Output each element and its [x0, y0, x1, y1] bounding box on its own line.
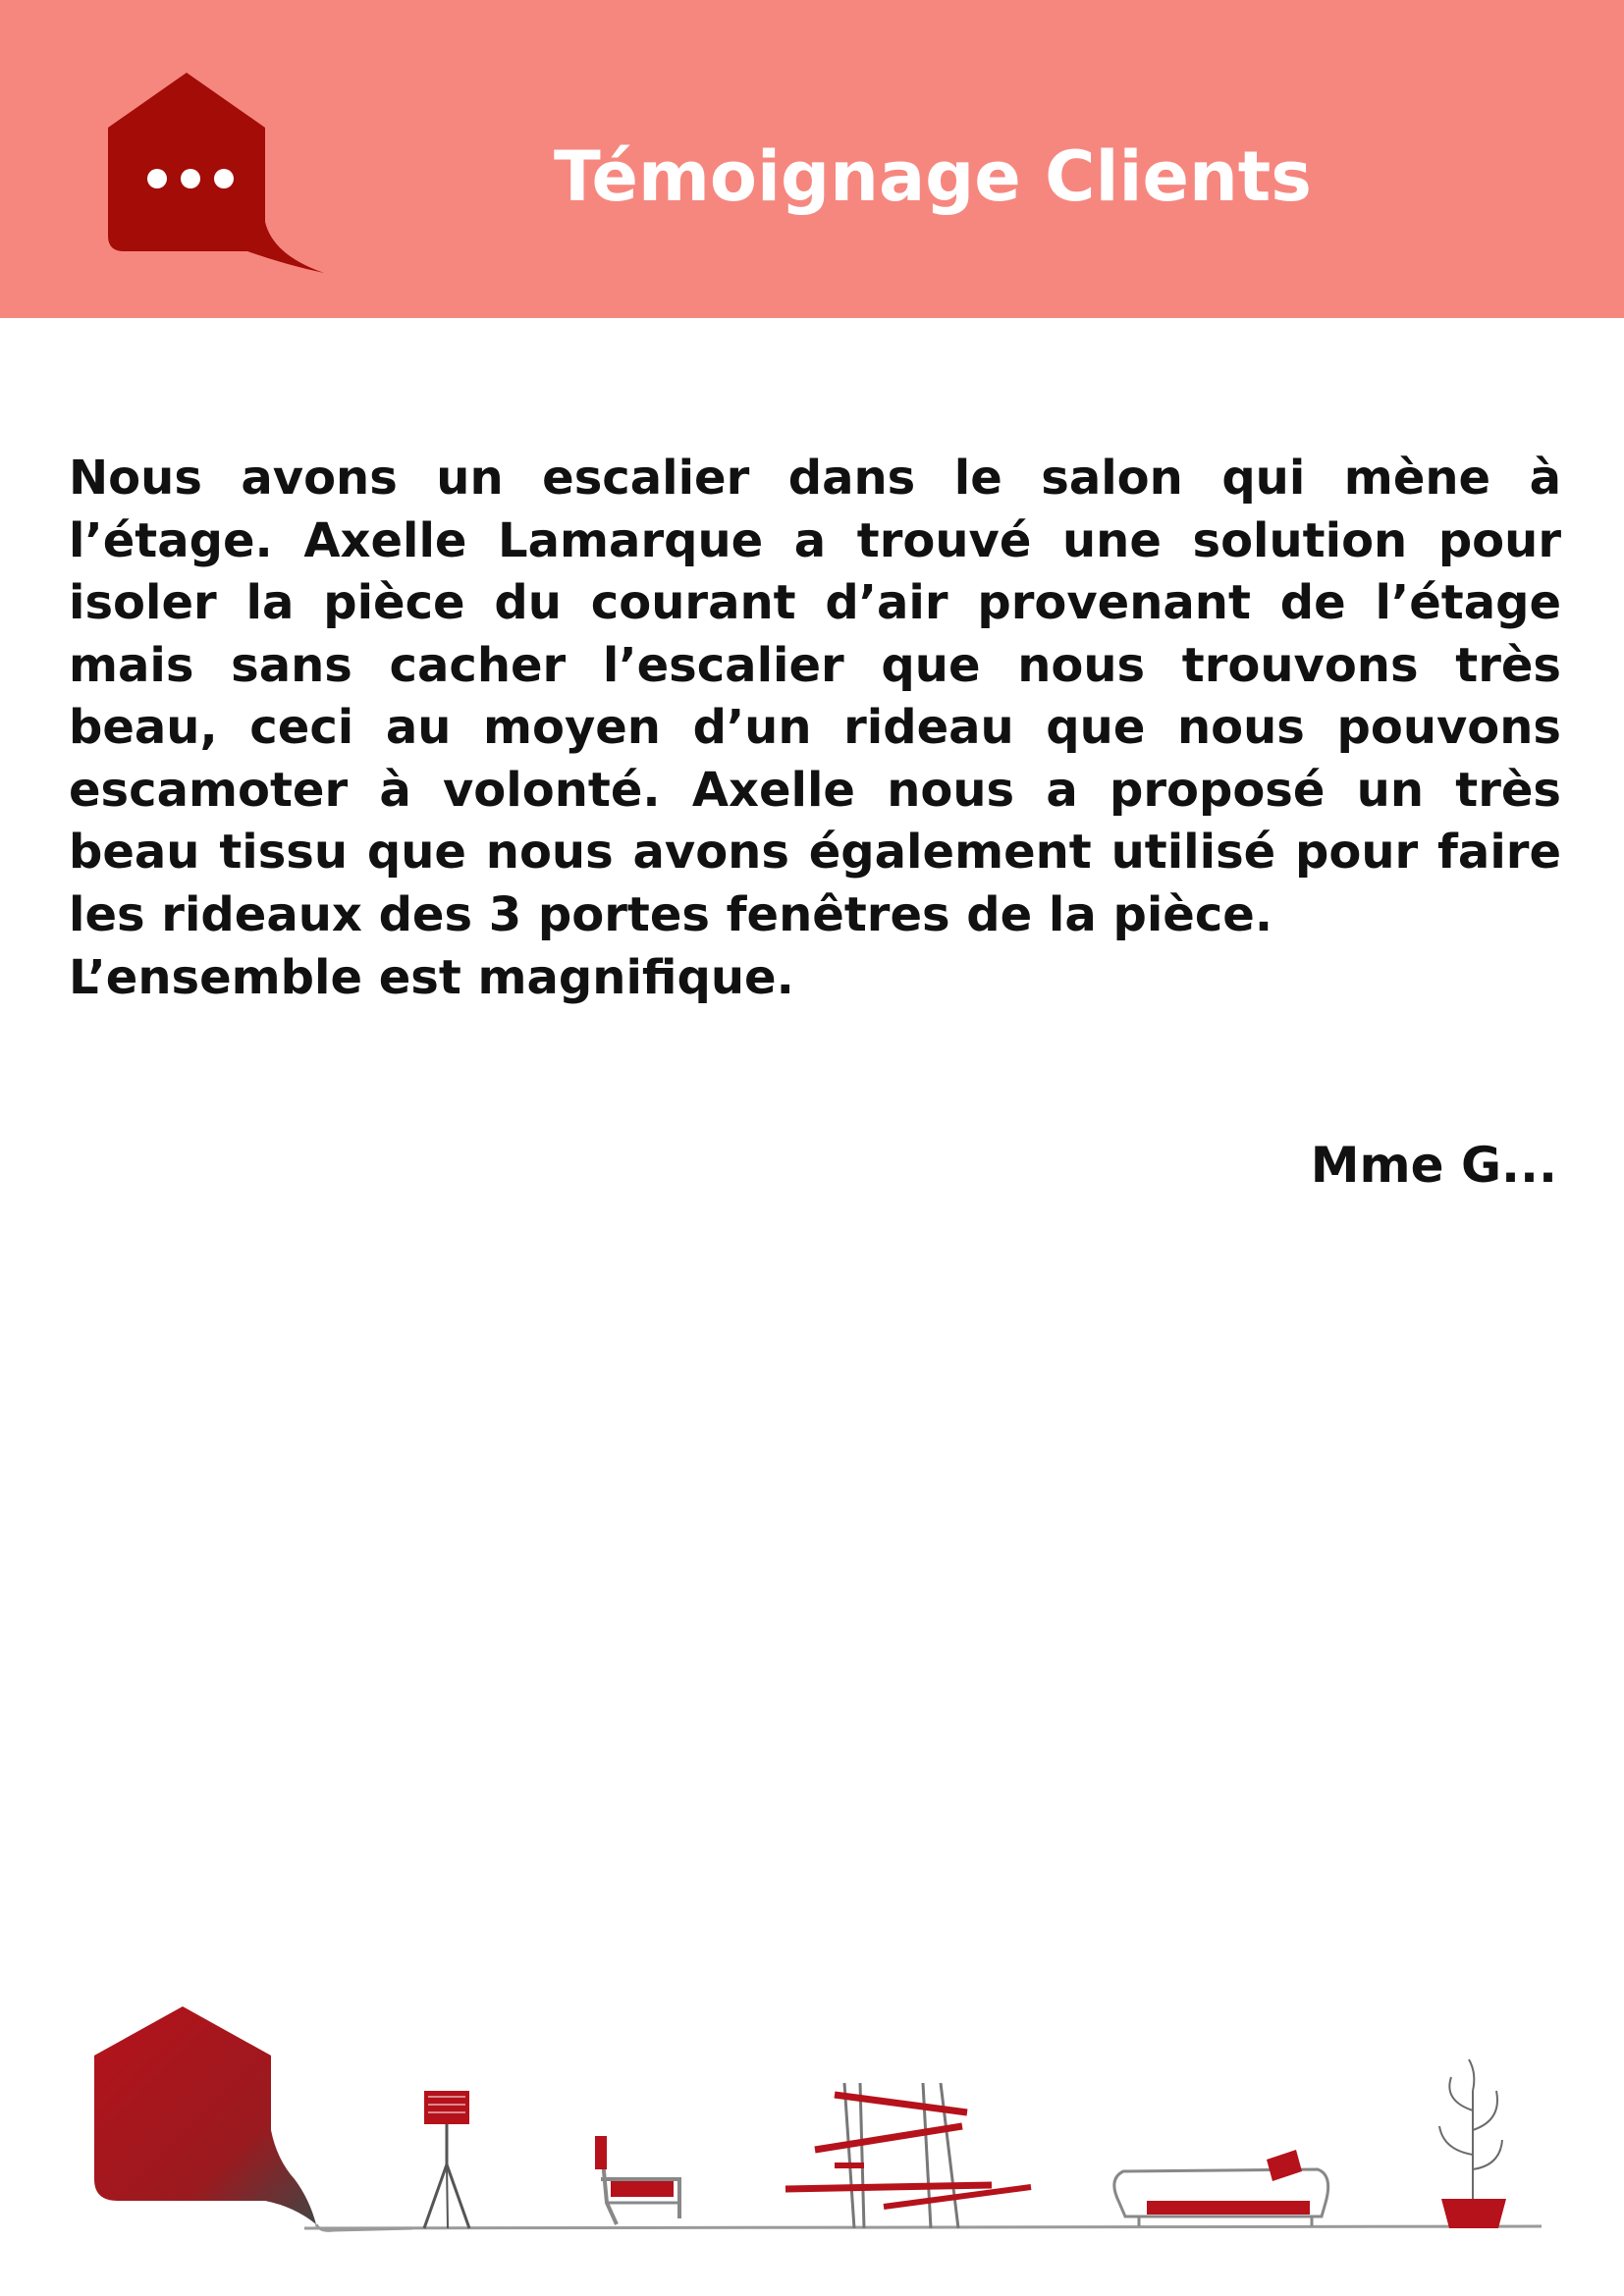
dot-icon — [147, 169, 167, 188]
page-title: Témoignage Clients — [554, 136, 1312, 217]
testimonial-closing: L’ensemble est magnifique. — [69, 950, 794, 1005]
floor-lamp-icon — [424, 2091, 469, 2228]
testimonial-signature: Mme G... — [1310, 1137, 1557, 1194]
dot-icon — [181, 169, 200, 188]
house-bubble-icon — [94, 2006, 412, 2230]
armchair-icon — [595, 2136, 679, 2224]
testimonial-paragraph: Nous avons un escalier dans le salon qui mène à l’étage. Axelle Lamarque a trouvé une solution pour isoler la pièce du courant d’air provenant de l’étage mais sans cacher l’escalier que nous trouvons très beau, ceci au moyen d’un rideau que nous pouvons escamoter à volonté. Axelle nous a proposé un très beau tissu que nous avons également utilisé pour faire les rideaux des 3 portes fenêtres de la pièce. — [69, 451, 1561, 942]
sofa-icon — [1114, 2150, 1328, 2226]
dot-icon — [214, 169, 234, 188]
footer-illustration — [0, 1993, 1624, 2248]
house-speech-bubble-icon — [100, 73, 328, 279]
page-header — [0, 0, 1624, 318]
ground-line — [304, 2226, 1542, 2228]
shelf-sticks-icon — [785, 2083, 1031, 2228]
potted-plant-icon — [1439, 2059, 1506, 2228]
